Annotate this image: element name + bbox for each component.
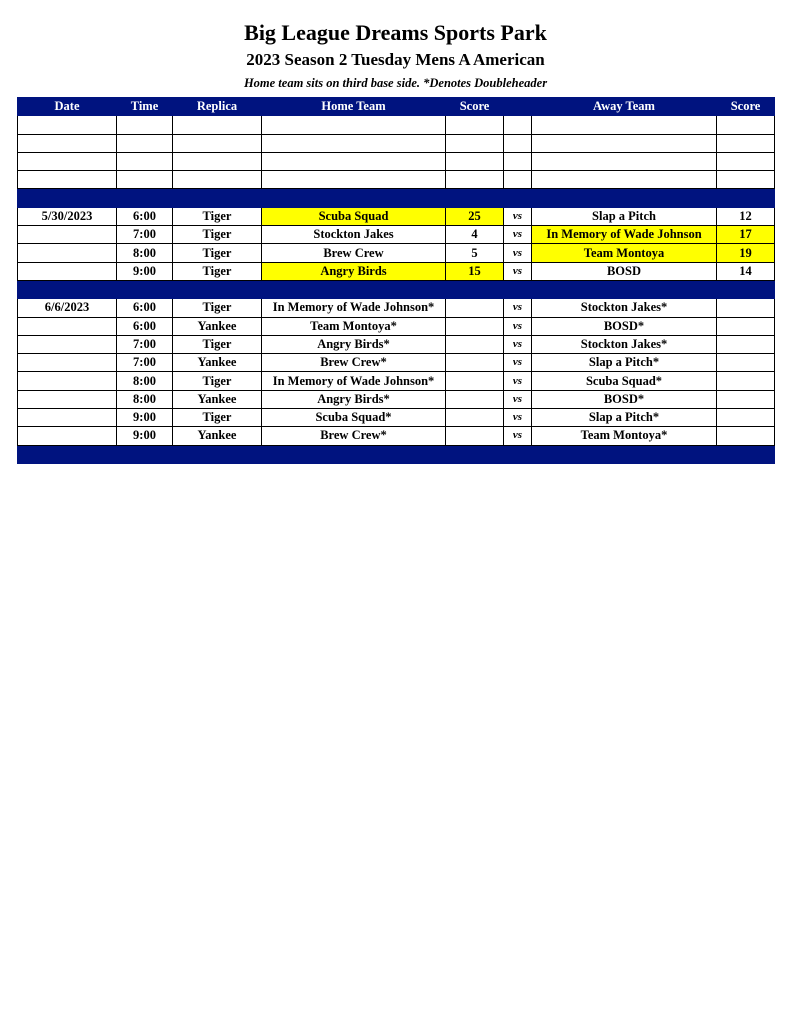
- game-replica: Yankee: [173, 390, 262, 408]
- away-team: Team Montoya*: [532, 427, 717, 445]
- col-header-away-team: Away Team: [532, 98, 717, 116]
- table-row: [18, 226, 775, 244]
- game-replica: Tiger: [173, 409, 262, 427]
- game-replica: Tiger: [173, 262, 262, 280]
- game-date: [18, 427, 117, 445]
- home-score: 15: [446, 262, 504, 280]
- page-note: Home team sits on third base side. *Denotes Doubleheader: [243, 76, 548, 90]
- separator-row: [18, 189, 775, 207]
- away-score: [717, 317, 775, 335]
- vs-label: vs: [504, 427, 532, 445]
- vs-label: vs: [504, 207, 532, 225]
- game-replica: Tiger: [173, 372, 262, 390]
- col-header-time: Time: [117, 98, 173, 116]
- game-time: 8:00: [117, 372, 173, 390]
- col-header-date: Date: [18, 98, 117, 116]
- away-team: Scuba Squad*: [532, 372, 717, 390]
- game-date: [18, 317, 117, 335]
- home-team: Scuba Squad*: [262, 409, 446, 427]
- game-time: 9:00: [117, 409, 173, 427]
- home-score: [446, 354, 504, 372]
- home-score: [446, 335, 504, 353]
- game-time: 9:00: [117, 262, 173, 280]
- game-time: 7:00: [117, 226, 173, 244]
- game-date: [18, 226, 117, 244]
- home-team: Angry Birds*: [262, 335, 446, 353]
- game-date: [18, 390, 117, 408]
- table-row: [18, 372, 775, 390]
- vs-label: vs: [504, 299, 532, 317]
- away-team: BOSD*: [532, 390, 717, 408]
- game-date: [18, 244, 117, 262]
- away-score: [717, 299, 775, 317]
- away-score: [717, 372, 775, 390]
- away-team: Slap a Pitch*: [532, 409, 717, 427]
- vs-label: vs: [504, 409, 532, 427]
- away-score: [717, 390, 775, 408]
- table-row: [18, 427, 775, 445]
- home-team: Brew Crew: [262, 244, 446, 262]
- home-score: [446, 317, 504, 335]
- home-team: In Memory of Wade Johnson*: [262, 372, 446, 390]
- vs-label: vs: [504, 262, 532, 280]
- col-header-home-score: Score: [446, 98, 504, 116]
- col-header-replica: Replica: [173, 98, 262, 116]
- table-row: [18, 262, 775, 280]
- empty-row: [18, 152, 775, 170]
- away-score: [717, 354, 775, 372]
- game-replica: Tiger: [173, 335, 262, 353]
- separator-row: [18, 445, 775, 463]
- game-date: [18, 409, 117, 427]
- game-date: [18, 372, 117, 390]
- vs-label: vs: [504, 390, 532, 408]
- home-team: Brew Crew*: [262, 427, 446, 445]
- home-team: In Memory of Wade Johnson*: [262, 299, 446, 317]
- col-header-away-score: Score: [717, 98, 775, 116]
- game-date: [18, 262, 117, 280]
- page-subtitle: 2023 Season 2 Tuesday Mens A American: [246, 50, 545, 69]
- away-team: BOSD: [532, 262, 717, 280]
- vs-label: vs: [504, 335, 532, 353]
- table-row: [18, 354, 775, 372]
- home-score: [446, 409, 504, 427]
- game-date: 5/30/2023: [18, 207, 117, 225]
- table-row: [18, 409, 775, 427]
- table-row: [18, 207, 775, 225]
- away-score: 17: [717, 226, 775, 244]
- away-score: [717, 427, 775, 445]
- game-time: 6:00: [117, 317, 173, 335]
- away-team: Slap a Pitch*: [532, 354, 717, 372]
- col-header-home-team: Home Team: [262, 98, 446, 116]
- home-score: [446, 299, 504, 317]
- vs-label: vs: [504, 244, 532, 262]
- game-replica: Yankee: [173, 317, 262, 335]
- schedule-table: [17, 97, 775, 464]
- home-score: 5: [446, 244, 504, 262]
- game-time: 6:00: [117, 299, 173, 317]
- game-time: 6:00: [117, 207, 173, 225]
- home-score: [446, 390, 504, 408]
- game-date: [18, 354, 117, 372]
- game-replica: Tiger: [173, 244, 262, 262]
- game-time: 9:00: [117, 427, 173, 445]
- home-team: Brew Crew*: [262, 354, 446, 372]
- home-team: Stockton Jakes: [262, 226, 446, 244]
- table-row: [18, 244, 775, 262]
- away-team: Stockton Jakes*: [532, 335, 717, 353]
- away-team: Stockton Jakes*: [532, 299, 717, 317]
- game-time: 8:00: [117, 390, 173, 408]
- away-team: Team Montoya: [532, 244, 717, 262]
- empty-row: [18, 116, 775, 134]
- away-team: BOSD*: [532, 317, 717, 335]
- away-score: 14: [717, 262, 775, 280]
- game-date: [18, 335, 117, 353]
- away-score: 12: [717, 207, 775, 225]
- game-time: 8:00: [117, 244, 173, 262]
- away-score: 19: [717, 244, 775, 262]
- separator-row: [18, 280, 775, 298]
- table-row: [18, 335, 775, 353]
- away-score: [717, 409, 775, 427]
- game-replica: Yankee: [173, 354, 262, 372]
- away-score: [717, 335, 775, 353]
- home-score: 25: [446, 207, 504, 225]
- game-date: 6/6/2023: [18, 299, 117, 317]
- vs-label: vs: [504, 226, 532, 244]
- game-replica: Tiger: [173, 207, 262, 225]
- home-score: [446, 427, 504, 445]
- game-replica: Tiger: [173, 299, 262, 317]
- game-time: 7:00: [117, 335, 173, 353]
- empty-row: [18, 134, 775, 152]
- home-team: Team Montoya*: [262, 317, 446, 335]
- game-replica: Tiger: [173, 226, 262, 244]
- home-team: Angry Birds: [262, 262, 446, 280]
- vs-label: vs: [504, 372, 532, 390]
- page-title: Big League Dreams Sports Park: [244, 20, 547, 45]
- game-replica: Yankee: [173, 427, 262, 445]
- empty-row: [18, 171, 775, 189]
- home-team: Angry Birds*: [262, 390, 446, 408]
- table-row: [18, 317, 775, 335]
- home-team: Scuba Squad: [262, 207, 446, 225]
- vs-label: vs: [504, 354, 532, 372]
- table-row: [18, 390, 775, 408]
- vs-label: vs: [504, 317, 532, 335]
- table-row: [18, 299, 775, 317]
- header-row: [18, 98, 775, 116]
- home-score: 4: [446, 226, 504, 244]
- home-score: [446, 372, 504, 390]
- away-team: Slap a Pitch: [532, 207, 717, 225]
- game-time: 7:00: [117, 354, 173, 372]
- away-team: In Memory of Wade Johnson: [532, 226, 717, 244]
- col-header-vs: [504, 98, 532, 116]
